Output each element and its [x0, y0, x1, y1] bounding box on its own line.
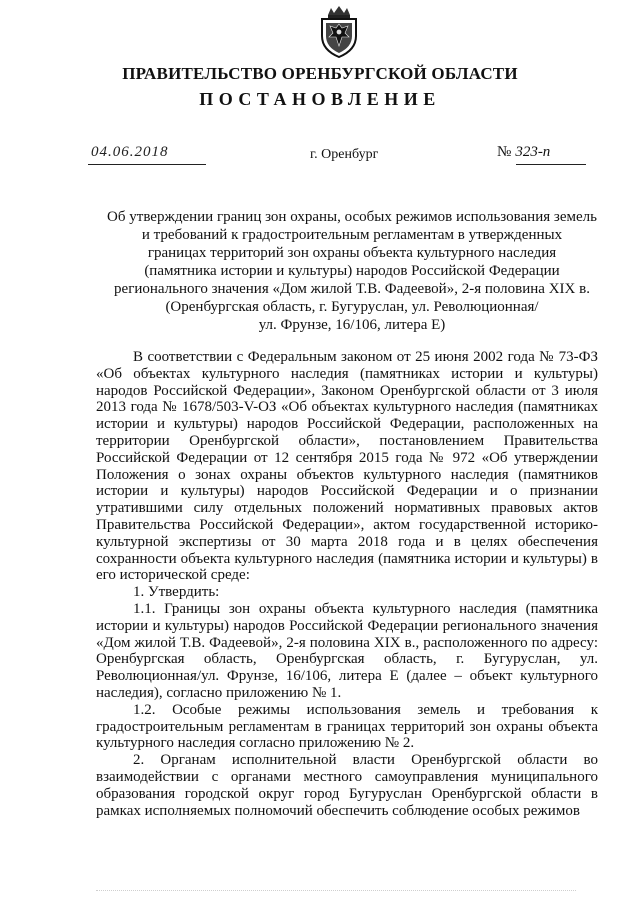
number-value: 323-п [515, 144, 551, 160]
date-underline [88, 164, 206, 165]
subject-line: регионального значения «Дом жилой Т.В. Фадеевой», 2-я половина XIX в. [114, 281, 590, 297]
subject-line: границах территорий зон охраны объекта культурного наследия [147, 245, 557, 261]
number-underline [516, 164, 586, 165]
clause-2: 2. Органам исполнительной власти Оренбургской области во взаимодействии с органами местного самоуправления муниципального образования городской округ город Бугуруслан Оренбургской области в рамках исполняемых полномочий обеспечить соблюдение особых режимов [96, 752, 598, 819]
decree-date: 04.06.2018 [91, 144, 169, 160]
number-sign: № [497, 144, 512, 160]
clause-1-2: 1.2. Особые режимы использования земель и требования к градостроительным регламентам в границах территорий зон охраны объекта культурного наследия согласно приложению № 2. [96, 701, 598, 752]
coat-of-arms-icon [317, 6, 361, 58]
subject-line: Об утверждении границ зон охраны, особых режимов использования земель [107, 209, 597, 225]
decree-subject [96, 208, 608, 334]
decree-number [497, 144, 550, 161]
decree-body [96, 349, 598, 819]
clause-1: 1. Утвердить: [133, 584, 220, 601]
government-title: ПРАВИТЕЛЬСТВО ОРЕНБУРГСКОЙ ОБЛАСТИ [122, 64, 518, 83]
scan-edge-artifact [96, 890, 576, 892]
subject-line: ул. Фрунзе, 16/106, литера Е) [258, 317, 446, 333]
clause-1-1: 1.1. Границы зон охраны объекта культурного наследия (памятника истории и культуры) народов Российской Федерации регионального значения «Дом жилой Т.В. Фадеевой», 2-я половина XIX в., расположенного по адресу: Оренбургская область, Оренбургская область, г. Бугуруслан, ул. Революционная/ул. Фрунзе, 16/106, литера Е (далее – объект культурного наследия), согласно приложению № 1. [96, 600, 598, 701]
decree-city: г. Оренбург [310, 147, 379, 162]
subject-line: и требований к градостроительным регламентам в утвержденных [141, 227, 563, 243]
document-type-title: ПОСТАНОВЛЕНИЕ [199, 89, 441, 109]
subject-line: (Оренбургская область, г. Бугуруслан, ул. Революционная/ [165, 299, 539, 315]
subject-line: (памятника истории и культуры) народов Российской Федерации [144, 263, 560, 279]
preamble-paragraph: В соответствии с Федеральным законом от 25 июня 2002 года № 73-ФЗ «Об объектах культурного наследия (памятниках истории и культуры) народов Российской Федерации», Законом Оренбургской области от 3 июля 2013 года № 1678/503-V-ОЗ «Об объектах культурного наследия (памятниках истории и культуры) народов Российской Федерации, расположенных на территории Оренбургской области», постановлением Правительства Российской Федерации от 12 сентября 2015 года № 972 «Об утверждении Положения о зонах охраны объектов культурного наследия (памятников истории и культуры) народов Российской Федерации и о признании утратившими силу отдельных положений нормативных правовых актов Правительства Российской Федерации», актом государственной историко-культурной экспертизы от 30 марта 2018 года и в целях обеспечения сохранности объекта культурного наследия (памятника истории и культуры) в его исторической среде: [96, 349, 598, 584]
